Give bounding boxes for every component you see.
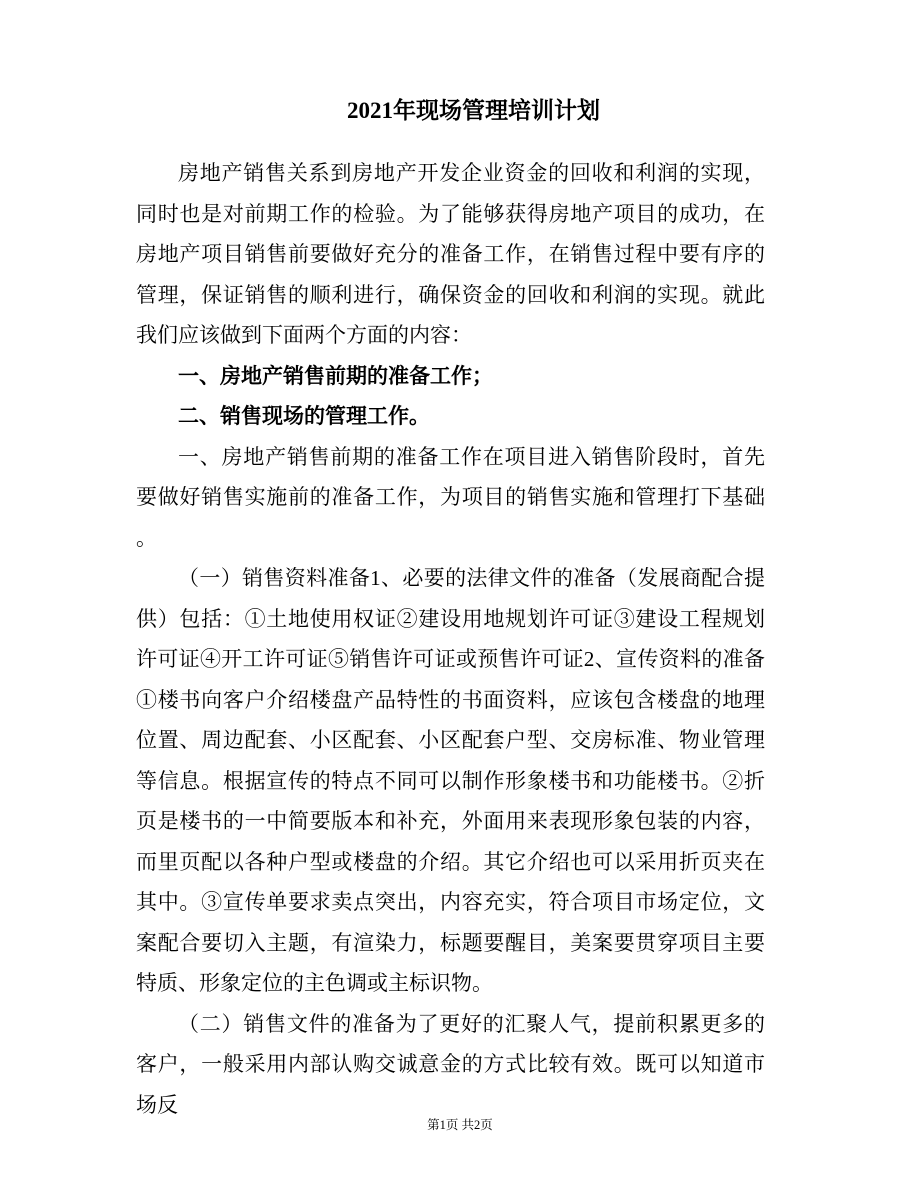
page-footer xyxy=(0,1116,920,1134)
section-heading-1: 一、房地产销售前期的准备工作； xyxy=(178,363,493,388)
paragraph-sales-materials: （一）销售资料准备1、必要的法律文件的准备（发展商配合提供）包括：①土地使用权证②建设用地规划许可证③建设工程规划许可证④开工许可证⑤销售许可证或预售许可证2、宣传资料的准备①楼书向客户介绍楼盘产品特性的书面资料，应该包含楼盘的地理位置、周边配套、小区配套、小区配套户型、交房标准、物业管理等信息。根据宣传的特点不同可以制作形象楼书和功能楼书。②折页是楼书的一中简要版本和补充，外面用来表现形象包装的内容，而里页配以各种户型或楼盘的介绍。其它介绍也可以采用折页夹在其中。③宣传单要求卖点突出，内容充实，符合项目市场定位，文案配合要切入主题，有渲染力，标题要醒目，美案要贯穿项目主要特质、形象定位的主色调或主标识物。 xyxy=(136,566,765,995)
page-number-label: 第1页 共2页 xyxy=(427,1118,493,1132)
paragraph-intro: 房地产销售关系到房地产开发企业资金的回收和利润的实现，同时也是对前期工作的检验。为了能够获得房地产项目的成功，在房地产项目销售前要做好充分的准备工作，在销售过程中要有序的管理，保证销售的顺利进行，确保资金的回收和利润的实现。就此我们应该做到下面两个方面的内容： xyxy=(136,161,765,347)
document-title: 2021年现场管理培训计划 xyxy=(347,98,600,123)
document-body xyxy=(136,153,765,1125)
section-heading-2: 二、销售现场的管理工作。 xyxy=(178,404,430,428)
paragraph-sales-documents: （二）销售文件的准备为了更好的汇聚人气，提前积累更多的客户，一般采用内部认购交诚意金的方式比较有效。既可以知道市场反 xyxy=(136,1011,765,1117)
paragraph-preparation: 一、房地产销售前期的准备工作在项目进入销售阶段时，首先要做好销售实施前的准备工作，为项目的销售实施和管理打下基础。 xyxy=(136,444,765,550)
document-content xyxy=(136,90,765,1125)
